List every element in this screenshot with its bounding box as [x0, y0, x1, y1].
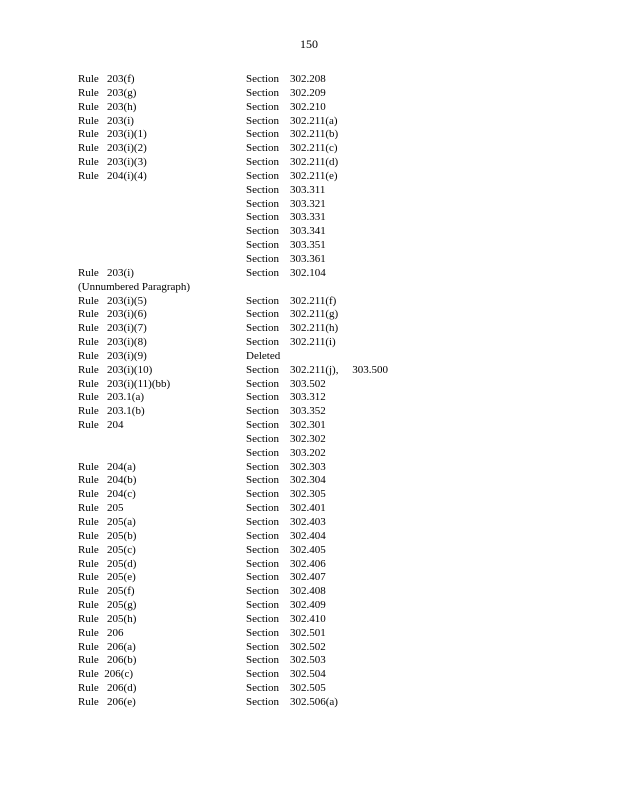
- rule-entry-text: Rule 204(c): [78, 488, 136, 501]
- rule-entry-spacer: [78, 198, 198, 212]
- rule-entry-text: Rule 205(h): [78, 612, 137, 625]
- rule-entry-deleted: [78, 474, 198, 488]
- rule-entry-text: Rule 203(i)(3): [78, 156, 147, 169]
- rule-entry-text: Rule 203.1(a): [78, 391, 144, 404]
- rule-entry-deleted: [78, 73, 198, 87]
- rule-entry: [78, 668, 198, 682]
- section-entry: [246, 668, 446, 682]
- section-entry-text: Section 302.211(h): [246, 322, 339, 335]
- section-entry-deleted: [246, 322, 446, 336]
- section-entry-text: Section 302.502: [246, 640, 326, 653]
- section-entry-deleted: [246, 211, 446, 225]
- rule-entry-text: Rule 205(b): [78, 529, 137, 542]
- section-entry-text: Section 302.211(d): [246, 156, 339, 169]
- section-entry-deleted: [246, 447, 446, 461]
- rule-entry-deleted: [78, 461, 198, 475]
- section-entry-text: Section 303.312: [246, 391, 326, 404]
- section-entry-deleted: [246, 613, 446, 627]
- section-entry-text: Section 303.331: [246, 211, 326, 224]
- rule-entry-spacer: [78, 184, 198, 198]
- section-entry-text: Section 302.211(e): [246, 169, 338, 182]
- rule-entry-deleted: [78, 350, 198, 364]
- section-entry-deleted: [246, 198, 446, 212]
- section-entry: [246, 544, 446, 558]
- rule-entry-text: Rule 206(b): [78, 654, 137, 667]
- rule-entry-text: Rule 205: [78, 502, 124, 515]
- rule-entry-deleted: [78, 156, 198, 170]
- rule-entry-deleted: [78, 87, 198, 101]
- section-entry-text: Section 302.408: [246, 585, 326, 598]
- rule-entry: [78, 682, 198, 696]
- section-entry-deleted: [246, 87, 446, 101]
- section-entry-text: Section 302.211(f): [246, 294, 337, 307]
- section-entry-deleted: [246, 502, 446, 516]
- section-entry-text: Section 302.305: [246, 488, 326, 501]
- rule-entry-spacer: [78, 433, 198, 447]
- section-entry-text: Section 302.505: [246, 682, 326, 695]
- rule-entry-text: Rule 204(i)(4): [78, 169, 147, 182]
- rule-entry-text: Rule 203(i) (Unnumbered Paragraph): [78, 266, 191, 293]
- rule-entry-text: Rule 205(g): [78, 599, 137, 612]
- rule-entry-deleted: [78, 322, 198, 336]
- section-entry: [246, 142, 446, 156]
- rule-entry-deleted: [78, 599, 198, 613]
- section-entry-text: Section 302.211(b): [246, 128, 339, 141]
- section-entry-text: Section 302.210: [246, 100, 326, 113]
- section-entry-text: Section 302.405: [246, 543, 326, 556]
- rule-entry-text: Rule 206(c): [78, 668, 133, 681]
- section-entry-text: Section 303.351: [246, 239, 326, 252]
- section-entry-deleted: [246, 308, 446, 322]
- page-number: 150: [300, 37, 318, 51]
- rule-entry-text: Rule 203(i): [78, 114, 134, 127]
- rule-entry-text: Rule 203(f): [78, 73, 135, 85]
- section-entry-text: Section 303.502: [246, 377, 326, 390]
- rule-entry: [78, 530, 198, 544]
- section-entry-deleted: [246, 239, 446, 253]
- rule-entry: [78, 419, 198, 433]
- rule-entry-text: Rule 203(i)(10): [78, 363, 153, 376]
- rules-column: [78, 73, 198, 710]
- rule-entry-deleted: [78, 571, 198, 585]
- rule-entry-text: Rule 205(a): [78, 516, 136, 528]
- rule-entry-text: Rule 206: [78, 626, 124, 639]
- rule-entry-text: Rule 203(g): [78, 86, 137, 99]
- rule-entry-text: Rule 203(i)(5): [78, 294, 147, 307]
- rule-entry-text: Rule 205(c): [78, 543, 136, 556]
- section-entry-text: Section 302.401: [246, 502, 326, 515]
- rule-entry-text: Rule 206(e): [78, 695, 136, 708]
- section-entry-text: Section 302.211(i): [246, 336, 336, 349]
- section-entry-text: Section 302.404: [246, 529, 326, 542]
- section-entry-text: Section 302.503: [246, 654, 326, 667]
- section-entry-text: Section 303.361: [246, 252, 326, 265]
- section-entry: [246, 696, 446, 710]
- section-entry-deleted: [246, 350, 446, 364]
- section-entry-text: Section 302.304: [246, 474, 326, 487]
- section-entry: [246, 419, 446, 433]
- rule-entry: [78, 267, 198, 295]
- section-entry-deleted: [246, 641, 446, 655]
- section-entry-deleted: [246, 571, 446, 585]
- rule-entry-deleted: [78, 101, 198, 115]
- rule-entry-text: Rule 203(h): [78, 100, 137, 113]
- section-entry-deleted: [246, 627, 446, 641]
- rule-entry-text: Rule 203(i)(7): [78, 322, 147, 335]
- rule-entry-text: Rule 204(b): [78, 474, 137, 487]
- rule-entry-deleted: [78, 627, 198, 641]
- section-entry-deleted: [246, 156, 446, 170]
- section-entry: [246, 558, 446, 572]
- rule-entry-deleted: [78, 364, 198, 378]
- rule-entry-text: Rule 205(e): [78, 571, 136, 584]
- rule-entry-text: Rule 205(d): [78, 557, 137, 570]
- section-entry-text: Section 303.202: [246, 446, 326, 459]
- rule-entry: [78, 696, 198, 710]
- section-entry-deleted: [246, 170, 446, 184]
- rule-entry: [78, 391, 198, 405]
- section-entry-deleted: [246, 461, 446, 475]
- section-entry-text: Section 302.211(c): [246, 142, 338, 155]
- rule-entry-text: Rule 203(i)(6): [78, 308, 147, 321]
- rule-entry-text: Rule 203(i)(9): [78, 349, 147, 362]
- rule-entry-text: Rule 203(i)(8): [78, 336, 147, 349]
- rule-entry-deleted: [78, 295, 198, 309]
- rule-entry: [78, 405, 198, 419]
- rule-entry: [78, 378, 198, 392]
- section-entry-deleted: [246, 433, 446, 447]
- section-entry-text: Section 303.321: [246, 197, 326, 210]
- rule-entry-deleted: [78, 170, 198, 184]
- section-entry-text: Section 302.303: [246, 460, 326, 473]
- rule-entry-spacer: [78, 447, 198, 461]
- section-entry-text: Section 302.406: [246, 557, 326, 570]
- section-entry-text: Section 302.506(a): [246, 695, 338, 708]
- rule-entry-deleted: [78, 336, 198, 350]
- section-entry: [246, 378, 446, 392]
- section-entry-text: Section 302.104: [246, 266, 326, 279]
- section-entry-deleted: [246, 364, 446, 378]
- section-entry-deleted: [246, 184, 446, 198]
- rule-entry: [78, 128, 198, 142]
- section-entry: [246, 654, 446, 668]
- section-entry: [246, 516, 446, 530]
- section-entry: [246, 253, 446, 267]
- section-entry-text: Deleted: [246, 349, 281, 362]
- rule-entry-deleted: [78, 502, 198, 516]
- section-entry-text: Section 302.407: [246, 571, 326, 584]
- section-entry-text: Section 302.403: [246, 516, 326, 528]
- section-entry-deleted: [246, 101, 446, 115]
- rule-entry: [78, 654, 198, 668]
- section-entry-text: Section 303.311: [246, 183, 326, 196]
- rule-entry-text: Rule 203(i)(11)(bb): [78, 377, 171, 390]
- rule-entry: [78, 142, 198, 156]
- rule-entry-text: Rule 204(a): [78, 460, 136, 473]
- section-entry-deleted: [246, 474, 446, 488]
- section-entry: [246, 405, 446, 419]
- section-entry-text: Section 302.302: [246, 432, 326, 445]
- section-entry-deleted: [246, 225, 446, 239]
- rule-entry-deleted: [78, 585, 198, 599]
- section-entry-text: Section 302.410: [246, 612, 326, 625]
- section-entry-text: Section 302.301: [246, 419, 326, 432]
- rule-entry-spacer: [78, 211, 198, 225]
- section-entry-deleted: [246, 488, 446, 502]
- rule-entry-deleted: [78, 488, 198, 502]
- section-entry: [246, 391, 446, 405]
- rule-entry-text: Rule 206(a): [78, 640, 136, 653]
- rule-entry-deleted: [78, 613, 198, 627]
- section-entry-text: Section 302.211(j), 303.500: [246, 363, 388, 376]
- rule-entry-text: Rule 204: [78, 419, 124, 432]
- rule-entry-text: Rule 206(d): [78, 682, 137, 695]
- section-entry: [246, 128, 446, 142]
- section-entry-text: Section 302.208: [246, 73, 326, 85]
- rule-entry-text: Rule 205(f): [78, 585, 135, 598]
- section-entry-text: Section 302.504: [246, 668, 326, 681]
- rule-entry-text: Rule 203(i)(2): [78, 142, 147, 155]
- rule-entry: [78, 516, 198, 530]
- sections-column: [246, 73, 446, 710]
- section-entry-text: Section 303.352: [246, 405, 326, 418]
- section-entry-deleted: [246, 73, 446, 87]
- rule-entry: [78, 558, 198, 572]
- rule-entry-deleted: [78, 308, 198, 322]
- section-entry: [246, 530, 446, 544]
- rule-entry-text: Rule 203(i)(1): [78, 128, 147, 141]
- section-entry-text: Section 302.211(g): [246, 308, 339, 321]
- rule-entry-spacer: [78, 225, 198, 239]
- section-entry-spacer: [246, 281, 446, 295]
- section-entry-text: Section 302.211(a): [246, 114, 338, 127]
- rule-entry: [78, 544, 198, 558]
- section-entry-text: Section 302.409: [246, 599, 326, 612]
- rule-entry-spacer: [78, 239, 198, 253]
- rule-entry-spacer: [78, 253, 198, 267]
- section-entry-text: Section 302.501: [246, 626, 326, 639]
- section-entry: [246, 267, 446, 281]
- section-entry: [246, 682, 446, 696]
- section-entry-deleted: [246, 585, 446, 599]
- section-entry-deleted: [246, 336, 446, 350]
- section-entry-deleted: [246, 295, 446, 309]
- section-entry-text: Section 302.209: [246, 86, 326, 99]
- section-entry-text: Section 303.341: [246, 225, 326, 238]
- section-entry-deleted: [246, 599, 446, 613]
- rule-entry-text: Rule 203.1(b): [78, 405, 145, 418]
- section-entry: [246, 115, 446, 129]
- rule-entry-deleted: [78, 641, 198, 655]
- rule-entry: [78, 115, 198, 129]
